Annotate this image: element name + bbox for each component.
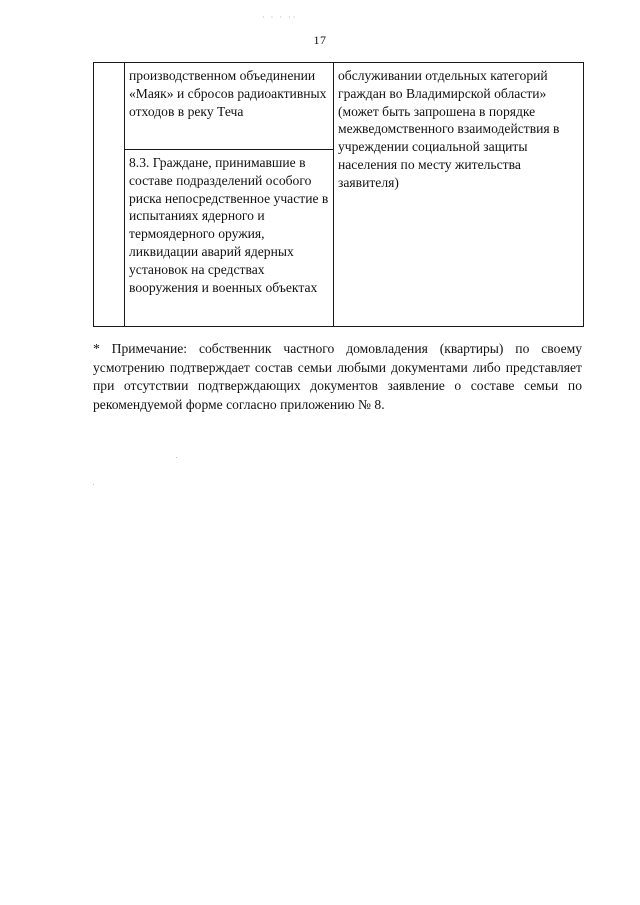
document-table (93, 62, 584, 327)
category-cell: производственном объединении «Маяк» и сбросов радиоактивных отходов в реку Теча (125, 63, 334, 150)
page-number: 17 (313, 33, 327, 47)
category-cell: 8.3. Граждане, принимавшие в составе подразделений особого риска непосредственное участие в испытаниях ядерного и термоядерного оружия, ликвидации аварий ядерных установок на средствах вооружения и военных объектах (125, 150, 334, 327)
footnote: * Примечание: собственник частного домовладения (квартиры) по своему усмотрению подтверждает состав семьи любыми документами либо представляет при отсутствии подтверждающих документов заявление о составе семьи по рекомендуемой форме согласно приложению № 8. (93, 341, 582, 412)
row-number-cell (94, 63, 125, 327)
table-row (94, 63, 584, 150)
scan-artifact: · · · ·· (262, 13, 298, 22)
documents-cell: обслуживании отдельных категорий граждан во Владимирской области» (может быть запрошена в порядке межведомственного взаимодействия в учреждении социальной защиты населения по месту жительства заявителя) (334, 63, 584, 327)
scan-speck (93, 484, 94, 485)
scan-speck (176, 457, 177, 458)
